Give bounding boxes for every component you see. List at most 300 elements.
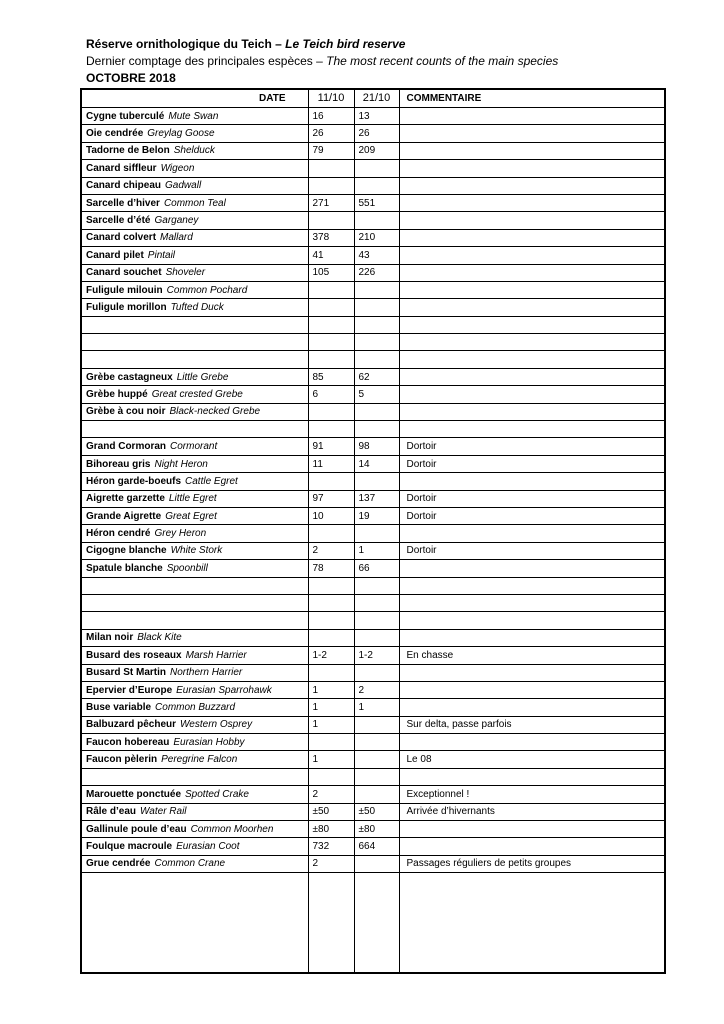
count-date-1: 2 — [308, 542, 354, 559]
table-row — [81, 212, 665, 229]
species-name-fr: Héron cendré — [86, 528, 151, 540]
count-date-1: ±80 — [308, 821, 354, 838]
table-row — [81, 594, 665, 611]
table-row — [81, 403, 665, 420]
table-row — [81, 699, 665, 716]
count-date-1: 1 — [308, 681, 354, 698]
species-name-fr: Cigogne blanche — [86, 545, 167, 557]
subtitle-fr: Dernier comptage des principales espèces — [86, 54, 313, 68]
count-date-2 — [354, 403, 399, 420]
count-date-2: 210 — [354, 229, 399, 246]
species-name-fr: Grèbe à cou noir — [86, 406, 166, 418]
title-en: Le Teich bird reserve — [285, 37, 406, 51]
comment-cell: Dortoir — [399, 438, 665, 455]
table-row — [81, 612, 665, 629]
table-row — [81, 681, 665, 698]
count-date-1: 732 — [308, 838, 354, 855]
count-date-2 — [354, 177, 399, 194]
comment-cell — [399, 403, 665, 420]
table-row — [81, 629, 665, 646]
species-name-fr: Canard chipeau — [86, 180, 162, 192]
count-date-1 — [308, 334, 354, 351]
count-date-1: 6 — [308, 386, 354, 403]
count-date-1 — [308, 160, 354, 177]
comment-cell: Dortoir — [399, 542, 665, 559]
species-name-fr: Canard souchet — [86, 267, 162, 279]
species-name-fr: Grèbe castagneux — [86, 371, 173, 383]
column-header-date: DATE — [81, 89, 308, 108]
table-row — [81, 664, 665, 681]
count-date-2: ±50 — [354, 803, 399, 820]
table-row — [81, 821, 665, 838]
count-date-1 — [308, 629, 354, 646]
species-cell — [81, 594, 308, 611]
comment-cell — [399, 629, 665, 646]
count-date-2: 14 — [354, 455, 399, 472]
species-name-en: Common Moorhen — [190, 823, 274, 835]
comment-cell — [399, 386, 665, 403]
species-cell — [81, 108, 308, 125]
count-date-2 — [354, 160, 399, 177]
species-cell — [81, 768, 308, 785]
species-name-en: Eurasian Hobby — [173, 736, 245, 748]
table-row — [81, 577, 665, 594]
table-row — [81, 716, 665, 733]
species-cell — [81, 473, 308, 490]
count-date-2 — [354, 855, 399, 872]
species-name-en: Little Egret — [168, 493, 217, 505]
table-row — [81, 490, 665, 507]
count-date-2: 98 — [354, 438, 399, 455]
species-name-fr: Buse variable — [86, 701, 152, 713]
species-name-fr: Tadorne de Belon — [86, 145, 170, 157]
comment-cell — [399, 334, 665, 351]
table-row — [81, 438, 665, 455]
species-name-fr: Epervier d’Europe — [86, 684, 173, 696]
count-date-1: 91 — [308, 438, 354, 455]
species-cell — [81, 334, 308, 351]
empty-cell — [308, 873, 354, 973]
comment-cell: Dortoir — [399, 455, 665, 472]
species-cell — [81, 786, 308, 803]
species-name-en: Grey Heron — [154, 528, 207, 540]
comment-cell — [399, 108, 665, 125]
count-date-2: 1-2 — [354, 647, 399, 664]
count-date-1 — [308, 525, 354, 542]
count-date-2 — [354, 299, 399, 316]
species-cell — [81, 751, 308, 768]
species-name-en: Common Buzzard — [155, 701, 236, 713]
comment-cell: Passages réguliers de petits groupes — [399, 855, 665, 872]
species-name-fr: Busard des roseaux — [86, 649, 182, 661]
comment-cell — [399, 351, 665, 368]
count-date-1: 2 — [308, 855, 354, 872]
count-date-2: 1 — [354, 699, 399, 716]
species-cell — [81, 229, 308, 246]
count-date-2 — [354, 473, 399, 490]
count-date-1 — [308, 281, 354, 298]
species-name-fr: Grand Cormoran — [86, 441, 167, 453]
comment-cell — [399, 699, 665, 716]
species-name-fr: Canard siffleur — [86, 162, 157, 174]
title-separator: – — [271, 37, 286, 51]
comment-cell — [399, 160, 665, 177]
comment-cell — [399, 316, 665, 333]
comment-cell — [399, 177, 665, 194]
table-row — [81, 560, 665, 577]
species-cell — [81, 699, 308, 716]
species-cell — [81, 838, 308, 855]
document-month: OCTOBRE 2018 — [86, 71, 176, 85]
table-row — [81, 177, 665, 194]
count-date-2: 62 — [354, 368, 399, 385]
species-name-fr: Canard pilet — [86, 249, 144, 261]
count-date-1: 1 — [308, 751, 354, 768]
species-name-en: Garganey — [154, 215, 199, 227]
table-row — [81, 734, 665, 751]
species-name-fr: Fuligule morillon — [86, 301, 167, 313]
count-date-1: 26 — [308, 125, 354, 142]
comment-cell — [399, 142, 665, 159]
species-name-en: Pintail — [147, 249, 176, 261]
comment-cell — [399, 247, 665, 264]
count-date-1: 85 — [308, 368, 354, 385]
comment-cell — [399, 299, 665, 316]
species-cell — [81, 490, 308, 507]
count-date-1: 271 — [308, 194, 354, 211]
species-cell — [81, 386, 308, 403]
table-row — [81, 473, 665, 490]
species-name-en: Marsh Harrier — [185, 649, 247, 661]
species-name-fr: Aigrette garzette — [86, 493, 165, 505]
count-date-2: 1 — [354, 542, 399, 559]
count-date-2: ±80 — [354, 821, 399, 838]
table-row — [81, 525, 665, 542]
table-row — [81, 768, 665, 785]
count-date-1 — [308, 403, 354, 420]
comment-cell — [399, 664, 665, 681]
species-name-en: Common Crane — [154, 858, 226, 870]
species-name-fr: Sarcelle d’été — [86, 215, 151, 227]
species-name-fr: Busard St Martin — [86, 667, 167, 679]
count-date-2 — [354, 525, 399, 542]
comment-cell — [399, 229, 665, 246]
species-cell — [81, 507, 308, 524]
table-row — [81, 751, 665, 768]
empty-cell — [354, 873, 399, 973]
species-name-fr: Marouette ponctuée — [86, 788, 182, 800]
species-cell — [81, 647, 308, 664]
species-name-fr: Faucon pèlerin — [86, 754, 158, 766]
count-date-1: 11 — [308, 455, 354, 472]
count-date-1: 16 — [308, 108, 354, 125]
species-name-en: Gadwall — [165, 180, 202, 192]
count-date-2 — [354, 594, 399, 611]
count-date-1 — [308, 299, 354, 316]
count-date-1 — [308, 351, 354, 368]
count-date-1 — [308, 577, 354, 594]
count-date-2: 5 — [354, 386, 399, 403]
count-date-2: 26 — [354, 125, 399, 142]
table-row — [81, 229, 665, 246]
table-row — [81, 281, 665, 298]
species-name-en: Black Kite — [137, 632, 182, 644]
species-cell — [81, 212, 308, 229]
table-row — [81, 647, 665, 664]
species-cell — [81, 577, 308, 594]
column-header-date-1: 11/10 — [308, 89, 354, 108]
species-cell — [81, 142, 308, 159]
species-name-en: White Stork — [170, 545, 223, 557]
document-subtitle — [86, 54, 558, 68]
count-date-1: 2 — [308, 786, 354, 803]
species-name-en: Greylag Goose — [147, 128, 215, 140]
comment-cell — [399, 560, 665, 577]
species-cell — [81, 351, 308, 368]
count-date-2: 664 — [354, 838, 399, 855]
count-date-1: 1 — [308, 716, 354, 733]
species-name-en: Water Rail — [140, 806, 187, 818]
count-date-2: 2 — [354, 681, 399, 698]
count-date-2: 19 — [354, 507, 399, 524]
species-cell — [81, 560, 308, 577]
comment-cell — [399, 821, 665, 838]
comment-cell — [399, 525, 665, 542]
count-date-2 — [354, 716, 399, 733]
table-row — [81, 838, 665, 855]
count-date-1: ±50 — [308, 803, 354, 820]
count-date-1: 79 — [308, 142, 354, 159]
count-date-2 — [354, 664, 399, 681]
table-row — [81, 334, 665, 351]
comment-cell — [399, 612, 665, 629]
species-name-fr: Faucon hobereau — [86, 736, 170, 748]
count-date-1 — [308, 473, 354, 490]
count-date-2 — [354, 334, 399, 351]
table-row — [81, 421, 665, 438]
table-header-row — [81, 89, 665, 108]
species-name-en: Cormorant — [170, 441, 218, 453]
species-cell — [81, 455, 308, 472]
count-date-2 — [354, 281, 399, 298]
species-cell — [81, 247, 308, 264]
species-cell — [81, 421, 308, 438]
table-row — [81, 160, 665, 177]
table-row — [81, 142, 665, 159]
comment-cell — [399, 421, 665, 438]
species-cell — [81, 368, 308, 385]
species-cell — [81, 821, 308, 838]
count-date-1 — [308, 177, 354, 194]
species-cell — [81, 316, 308, 333]
species-cell — [81, 803, 308, 820]
species-name-en: Cattle Egret — [185, 475, 238, 487]
comment-cell — [399, 264, 665, 281]
species-name-en: Tufted Duck — [170, 301, 224, 313]
count-date-2: 551 — [354, 194, 399, 211]
species-name-fr: Sarcelle d’hiver — [86, 197, 160, 209]
species-cell — [81, 403, 308, 420]
empty-cell — [81, 873, 308, 973]
species-cell — [81, 177, 308, 194]
column-header-date-2: 21/10 — [354, 89, 399, 108]
count-date-2 — [354, 768, 399, 785]
species-cell — [81, 716, 308, 733]
species-name-en: Mute Swan — [168, 110, 219, 122]
species-cell — [81, 855, 308, 872]
count-date-2: 226 — [354, 264, 399, 281]
count-date-1: 41 — [308, 247, 354, 264]
species-name-en: Northern Harrier — [170, 667, 243, 679]
empty-cell — [399, 873, 665, 973]
comment-cell — [399, 838, 665, 855]
species-cell — [81, 542, 308, 559]
count-date-2 — [354, 612, 399, 629]
species-name-en: Great Egret — [165, 510, 217, 522]
count-date-1 — [308, 594, 354, 611]
species-name-fr: Spatule blanche — [86, 562, 163, 574]
comment-cell — [399, 368, 665, 385]
species-cell — [81, 264, 308, 281]
table-row — [81, 299, 665, 316]
species-name-en: Spoonbill — [166, 562, 208, 574]
species-name-en: Eurasian Sparrohawk — [176, 684, 272, 696]
title-fr: Réserve ornithologique du Teich — [86, 37, 272, 51]
species-name-fr: Canard colvert — [86, 232, 157, 244]
table-row — [81, 386, 665, 403]
comment-cell: Dortoir — [399, 490, 665, 507]
document-title — [86, 37, 405, 51]
comment-cell: Dortoir — [399, 507, 665, 524]
species-name-fr: Cygne tuberculé — [86, 110, 165, 122]
species-name-fr: Milan noir — [86, 632, 134, 644]
species-name-en: Great crested Grebe — [151, 388, 243, 400]
species-cell — [81, 664, 308, 681]
species-name-en: Peregrine Falcon — [161, 754, 238, 766]
comment-cell — [399, 768, 665, 785]
table-row — [81, 507, 665, 524]
count-date-2 — [354, 212, 399, 229]
species-cell — [81, 612, 308, 629]
comment-cell — [399, 473, 665, 490]
count-date-2 — [354, 577, 399, 594]
comment-cell: Arrivée d’hivernants — [399, 803, 665, 820]
species-cell — [81, 525, 308, 542]
count-date-2 — [354, 351, 399, 368]
comment-cell — [399, 212, 665, 229]
comment-cell — [399, 281, 665, 298]
species-cell — [81, 681, 308, 698]
species-cell — [81, 734, 308, 751]
comment-cell: Exceptionnel ! — [399, 786, 665, 803]
subtitle-en: The most recent counts of the main species — [326, 54, 559, 68]
table-row — [81, 125, 665, 142]
table-row — [81, 264, 665, 281]
species-cell — [81, 160, 308, 177]
species-name-en: Shelduck — [173, 145, 215, 157]
species-cell — [81, 125, 308, 142]
table-row — [81, 803, 665, 820]
count-date-1: 1 — [308, 699, 354, 716]
species-name-fr: Oie cendrée — [86, 128, 144, 140]
count-date-2 — [354, 734, 399, 751]
table-empty-row — [81, 873, 665, 973]
comment-cell: Sur delta, passe parfois — [399, 716, 665, 733]
count-date-1: 97 — [308, 490, 354, 507]
count-date-2: 66 — [354, 560, 399, 577]
comment-cell — [399, 594, 665, 611]
count-date-1 — [308, 734, 354, 751]
table-row — [81, 368, 665, 385]
species-name-en: Common Teal — [163, 197, 226, 209]
table-row — [81, 455, 665, 472]
species-name-en: Western Osprey — [180, 719, 253, 731]
table-row — [81, 542, 665, 559]
table-row — [81, 316, 665, 333]
table-row — [81, 247, 665, 264]
count-date-2: 43 — [354, 247, 399, 264]
species-name-fr: Grue cendrée — [86, 858, 151, 870]
species-name-fr: Grèbe huppé — [86, 388, 148, 400]
count-date-1: 1-2 — [308, 647, 354, 664]
species-name-en: Eurasian Coot — [176, 841, 240, 853]
count-date-2: 137 — [354, 490, 399, 507]
count-date-1 — [308, 212, 354, 229]
table-row — [81, 855, 665, 872]
table-row — [81, 351, 665, 368]
column-header-comment: COMMENTAIRE — [399, 89, 665, 108]
comment-cell: Le 08 — [399, 751, 665, 768]
comment-cell — [399, 734, 665, 751]
species-name-fr: Gallinule poule d’eau — [86, 823, 187, 835]
species-name-en: Common Pochard — [166, 284, 248, 296]
species-name-fr: Héron garde-boeufs — [86, 475, 182, 487]
table-row — [81, 108, 665, 125]
count-date-2: 209 — [354, 142, 399, 159]
species-cell — [81, 281, 308, 298]
comment-cell — [399, 681, 665, 698]
count-date-2: 13 — [354, 108, 399, 125]
count-date-2 — [354, 421, 399, 438]
subtitle-separator: – — [312, 54, 327, 68]
species-name-en: Black-necked Grebe — [169, 406, 261, 418]
species-name-en: Spotted Crake — [185, 788, 249, 800]
count-date-1: 10 — [308, 507, 354, 524]
comment-cell — [399, 125, 665, 142]
bird-count-table — [80, 88, 666, 974]
species-name-fr: Balbuzard pêcheur — [86, 719, 177, 731]
species-name-en: Mallard — [160, 232, 193, 244]
species-cell — [81, 299, 308, 316]
count-date-1 — [308, 768, 354, 785]
species-name-fr: Bihoreau gris — [86, 458, 151, 470]
count-date-2 — [354, 751, 399, 768]
table-row — [81, 194, 665, 211]
count-date-2 — [354, 786, 399, 803]
count-date-2 — [354, 316, 399, 333]
comment-cell — [399, 577, 665, 594]
species-cell — [81, 629, 308, 646]
count-date-1: 78 — [308, 560, 354, 577]
count-date-2 — [354, 629, 399, 646]
species-name-en: Night Heron — [154, 458, 208, 470]
count-date-1 — [308, 612, 354, 629]
species-cell — [81, 438, 308, 455]
species-name-fr: Foulque macroule — [86, 841, 173, 853]
count-date-1: 378 — [308, 229, 354, 246]
count-date-1: 105 — [308, 264, 354, 281]
count-date-1 — [308, 664, 354, 681]
